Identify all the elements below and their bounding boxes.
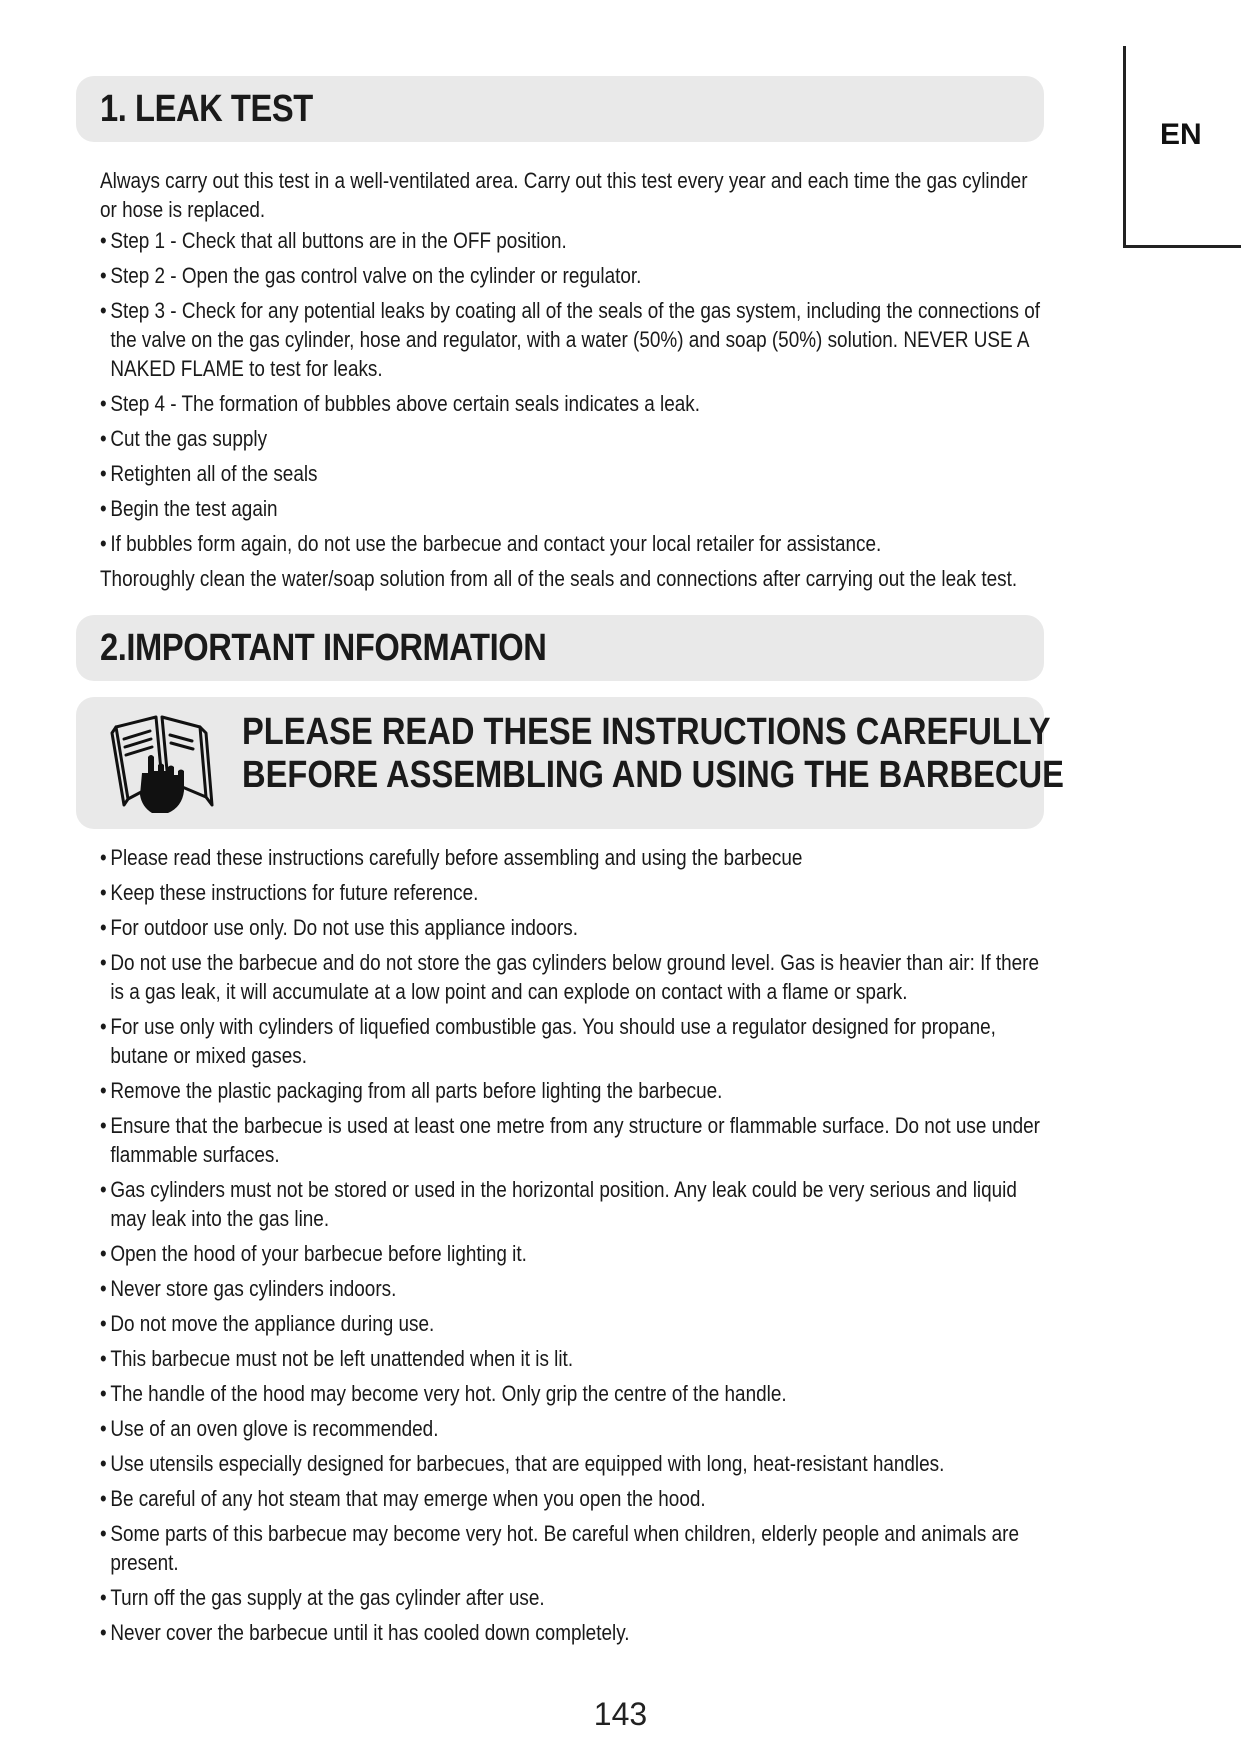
list-item: • Retighten all of the seals	[100, 459, 1044, 488]
list-item: • Step 3 - Check for any potential leaks by coating all of the seals of the gas system, including the connections of the valve on the gas cylinder, hose and regulator, with a water (50%) and soap (50%) solution. NEVER USE A NAKED FLAME to test for leaks.	[100, 296, 1044, 383]
list-item: • Please read these instructions carefully before assembling and using the barbecue	[100, 843, 1044, 872]
leak-test-body	[100, 166, 1044, 593]
list-item: • Begin the test again	[100, 494, 1044, 523]
list-item: • For outdoor use only. Do not use this appliance indoors.	[100, 913, 1044, 942]
list-item: • Open the hood of your barbecue before lighting it.	[100, 1239, 1044, 1268]
page-number: 143	[593, 1696, 648, 1732]
list-item: • Never cover the barbecue until it has cooled down completely.	[100, 1618, 1044, 1647]
manual-book-icon	[108, 709, 218, 819]
leak-test-intro: Always carry out this test in a well-ventilated area. Carry out this test every year and each time the gas cylinder or hose is replaced.	[100, 168, 1028, 222]
list-item: • Cut the gas supply	[100, 424, 1044, 453]
important-info-body	[100, 843, 1044, 1653]
list-item: • Use of an oven glove is recommended.	[100, 1414, 1044, 1443]
leak-test-steps	[100, 226, 1044, 558]
list-item: • Remove the plastic packaging from all parts before lighting the barbecue.	[100, 1076, 1044, 1105]
section-title: 2.IMPORTANT INFORMATION	[100, 626, 547, 669]
section-header-leak-test	[76, 76, 1044, 142]
list-item: • The handle of the hood may become very hot. Only grip the centre of the handle.	[100, 1379, 1044, 1408]
section-title: 1. LEAK TEST	[100, 87, 313, 130]
list-item: • Step 4 - The formation of bubbles above certain seals indicates a leak.	[100, 389, 1044, 418]
list-item: • If bubbles form again, do not use the barbecue and contact your local retailer for assistance.	[100, 529, 1044, 558]
list-item: • Be careful of any hot steam that may emerge when you open the hood.	[100, 1484, 1044, 1513]
list-item: • For use only with cylinders of liquefied combustible gas. You should use a regulator designed for propane, butane or mixed gases.	[100, 1012, 1044, 1070]
section-header-important-info	[76, 615, 1044, 681]
list-item: • This barbecue must not be left unattended when it is lit.	[100, 1344, 1044, 1373]
read-instructions-notice	[76, 697, 1064, 829]
list-item: • Never store gas cylinders indoors.	[100, 1274, 1044, 1303]
list-item: • Turn off the gas supply at the gas cylinder after use.	[100, 1583, 1044, 1612]
list-item: • Step 2 - Open the gas control valve on the cylinder or regulator.	[100, 261, 1044, 290]
notice-line-2: BEFORE ASSEMBLING AND USING THE BARBECUE	[242, 754, 1064, 796]
list-item: • Gas cylinders must not be stored or used in the horizontal position. Any leak could be very serious and liquid may leak into the gas line.	[100, 1175, 1044, 1233]
notice-heading	[242, 711, 1064, 797]
list-item: • Do not use the barbecue and do not store the gas cylinders below ground level. Gas is heavier than air: If there is a gas leak, it will accumulate at a low point and can explode on contact with a flame or spark.	[100, 948, 1044, 1006]
important-info-list	[100, 843, 1044, 1647]
leak-test-outro: Thoroughly clean the water/soap solution from all of the seals and connections after carrying out the leak test.	[100, 566, 1018, 591]
list-item: • Some parts of this barbecue may become very hot. Be careful when children, elderly people and animals are present.	[100, 1519, 1044, 1577]
language-label: EN	[1160, 118, 1202, 151]
list-item: • Step 1 - Check that all buttons are in the OFF position.	[100, 226, 1044, 255]
list-item: • Use utensils especially designed for barbecues, that are equipped with long, heat-resistant handles.	[100, 1449, 1044, 1478]
list-item: • Do not move the appliance during use.	[100, 1309, 1044, 1338]
list-item: • Ensure that the barbecue is used at least one metre from any structure or flammable surface. Do not use under flammable surfaces.	[100, 1111, 1044, 1169]
list-item: • Keep these instructions for future reference.	[100, 878, 1044, 907]
notice-line-1: PLEASE READ THESE INSTRUCTIONS CAREFULLY	[242, 711, 1051, 753]
